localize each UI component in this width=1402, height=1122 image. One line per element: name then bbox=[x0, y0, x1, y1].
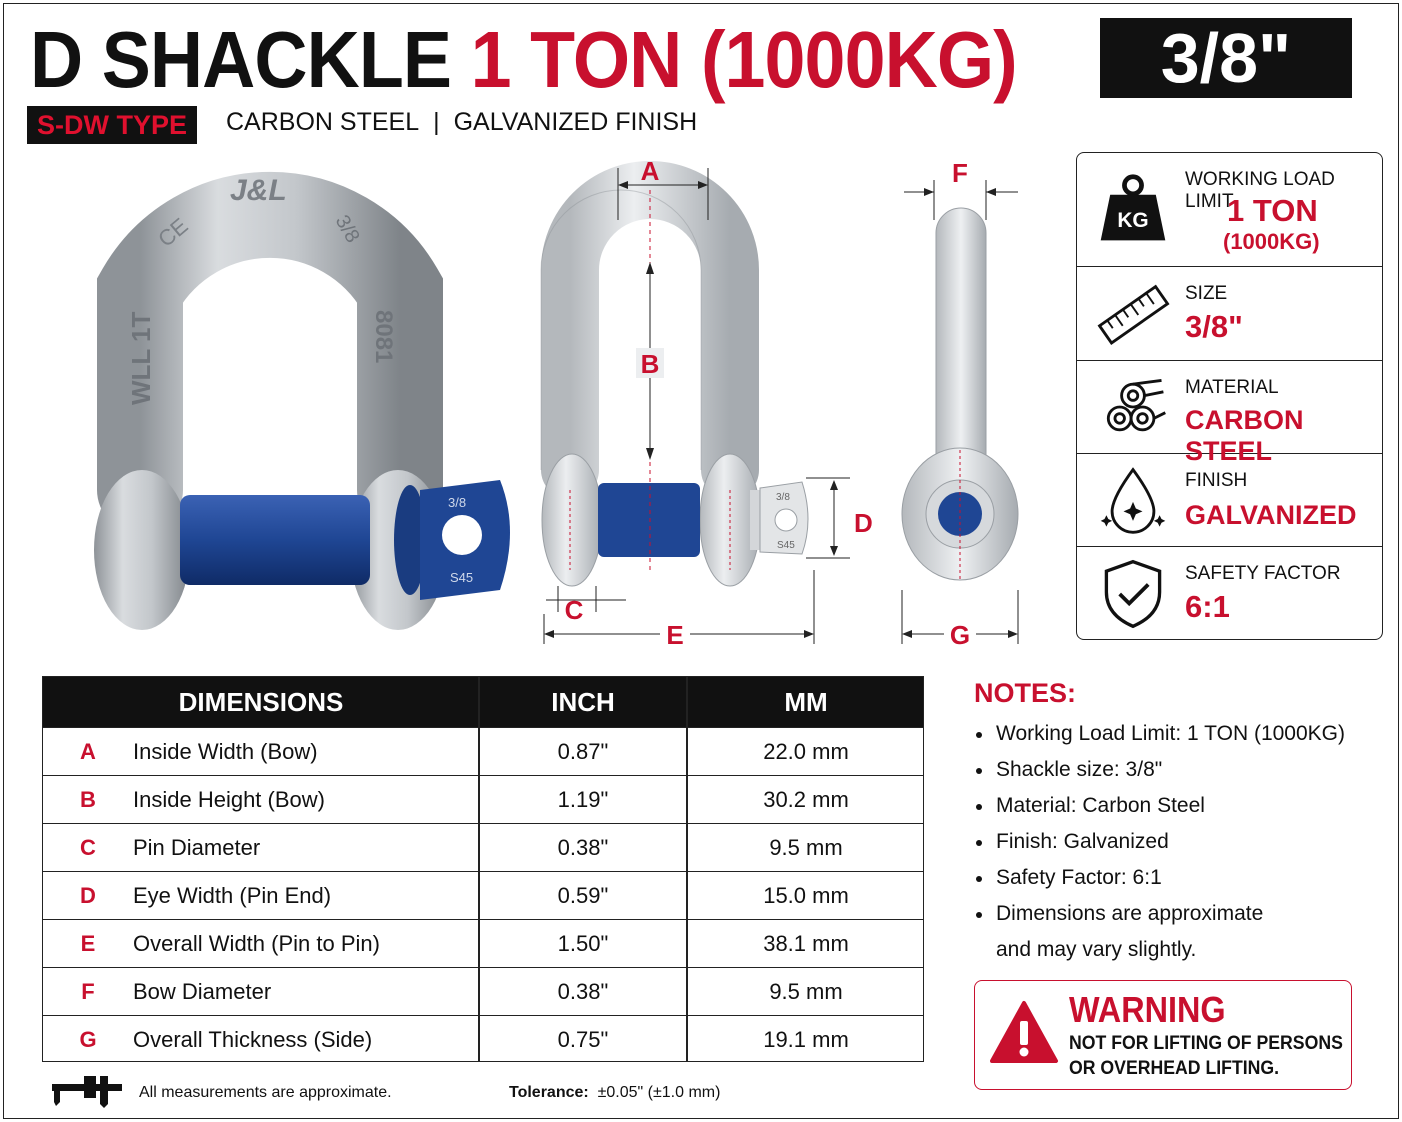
row-name: Pin Diameter bbox=[133, 835, 261, 860]
row-mm: 9.5 mm bbox=[769, 835, 843, 860]
shackle-pin bbox=[180, 495, 370, 585]
row-letter: C bbox=[80, 835, 96, 860]
header-mm: MM bbox=[784, 687, 828, 717]
note-item: Dimensions are approximate bbox=[974, 896, 1384, 932]
pin-size-marking: 3/8 bbox=[448, 495, 467, 510]
row-inch: 0.59" bbox=[557, 883, 609, 908]
header-dimensions: DIMENSIONS bbox=[178, 687, 344, 717]
table-header bbox=[43, 677, 923, 727]
shackle-bow bbox=[140, 215, 400, 490]
note-item: Material: Carbon Steel bbox=[974, 788, 1384, 824]
spec-panel bbox=[1076, 152, 1383, 640]
row-letter: B bbox=[80, 787, 96, 812]
spec-size bbox=[1077, 267, 1382, 361]
title-capacity: 1 TON (1000KG) bbox=[470, 15, 1017, 104]
size-marking: 3/8 bbox=[330, 211, 364, 247]
title-product: D SHACKLE bbox=[30, 15, 452, 104]
page-title bbox=[30, 14, 1017, 106]
shackle-eye-left bbox=[94, 470, 190, 630]
dim-label-e: E bbox=[666, 620, 684, 650]
warning-icon bbox=[989, 999, 1059, 1065]
dimensions-table bbox=[42, 676, 924, 1062]
spec-label: SAFETY FACTOR bbox=[1185, 563, 1341, 584]
spec-label: SIZE bbox=[1185, 283, 1228, 304]
spec-label: FINISH bbox=[1185, 470, 1248, 491]
spec-material bbox=[1077, 361, 1382, 466]
dim-label-a: A bbox=[640, 156, 660, 186]
row-name: Bow Diameter bbox=[133, 979, 272, 1004]
spec-value-secondary: (1000KG) bbox=[1223, 229, 1320, 254]
row-mm: 22.0 mm bbox=[763, 739, 849, 764]
dim-label-c: C bbox=[564, 595, 584, 625]
spec-wll bbox=[1077, 153, 1382, 267]
spec-value: 1 TON bbox=[1227, 193, 1318, 228]
brand-marking: J&L bbox=[230, 174, 287, 207]
row-inch: 0.38" bbox=[557, 979, 609, 1004]
subtitle-finish: GALVANIZED FINISH bbox=[453, 108, 698, 136]
spec-value: CARBON STEEL bbox=[1185, 405, 1304, 466]
note-item: Working Load Limit: 1 TON (1000KG) bbox=[974, 716, 1384, 752]
row-letter: G bbox=[79, 1027, 97, 1052]
subtitle bbox=[226, 108, 697, 137]
diagram-pin bbox=[598, 483, 700, 557]
spec-value: 6:1 bbox=[1185, 589, 1230, 624]
row-inch: 0.87" bbox=[557, 739, 609, 764]
note-item: Finish: Galvanized bbox=[974, 824, 1384, 860]
row-mm: 19.1 mm bbox=[763, 1027, 849, 1052]
diagram-pin-grade: S45 bbox=[777, 540, 795, 551]
side-diagram bbox=[890, 150, 1040, 650]
table-row bbox=[43, 967, 923, 1015]
warning-line-2: OR OVERHEAD LIFTING. bbox=[1069, 1058, 1280, 1079]
pin-grade-marking: S45 bbox=[450, 570, 474, 585]
header-inch: INCH bbox=[551, 687, 615, 717]
spec-value: GALVANIZED bbox=[1185, 500, 1357, 530]
shield-check-icon bbox=[1095, 556, 1171, 632]
front-diagram bbox=[510, 150, 890, 650]
dim-label-g: G bbox=[949, 620, 971, 650]
size-banner: 3/8" bbox=[1100, 18, 1352, 98]
subtitle-separator: | bbox=[433, 108, 440, 136]
approx-note: All measurements are approximate. bbox=[139, 1084, 392, 1101]
tolerance-note bbox=[509, 1084, 720, 1102]
table-row bbox=[43, 1015, 923, 1061]
shackle-photo bbox=[80, 150, 540, 650]
code-marking: 8081 bbox=[370, 310, 397, 364]
table-row bbox=[43, 727, 923, 775]
row-mm: 9.5 mm bbox=[769, 979, 843, 1004]
table-row bbox=[43, 775, 923, 823]
table-row bbox=[43, 823, 923, 871]
diagram-eye-left bbox=[542, 454, 602, 586]
row-mm: 15.0 mm bbox=[763, 883, 849, 908]
row-letter: A bbox=[80, 739, 96, 764]
ruler-icon bbox=[1095, 276, 1171, 352]
tolerance-label: Tolerance: bbox=[509, 1084, 589, 1101]
wll-marking: WLL 1T bbox=[126, 311, 156, 405]
warning-box bbox=[974, 980, 1352, 1090]
spec-safety bbox=[1077, 547, 1382, 640]
row-name: Eye Width (Pin End) bbox=[133, 883, 332, 908]
row-name: Overall Thickness (Side) bbox=[133, 1027, 373, 1052]
steel-pipes-icon bbox=[1095, 369, 1171, 445]
table-row bbox=[43, 871, 923, 919]
row-name: Inside Width (Bow) bbox=[133, 739, 318, 764]
spec-finish bbox=[1077, 454, 1382, 547]
ce-marking: CE bbox=[153, 213, 193, 252]
tolerance-value: ±0.05" (±1.0 mm) bbox=[597, 1084, 721, 1101]
row-mm: 30.2 mm bbox=[763, 787, 849, 812]
note-item-continuation: and may vary slightly. bbox=[996, 938, 1197, 961]
weight-icon bbox=[1095, 172, 1171, 248]
column-divider bbox=[686, 677, 688, 1061]
row-mm: 38.1 mm bbox=[763, 931, 849, 956]
row-letter: D bbox=[80, 883, 96, 908]
dim-label-d: D bbox=[854, 508, 873, 538]
dim-label-b: B bbox=[640, 349, 660, 379]
dim-label-f: F bbox=[952, 158, 968, 188]
subtitle-material: CARBON STEEL bbox=[226, 108, 420, 136]
spec-label: MATERIAL bbox=[1185, 377, 1279, 398]
note-item: Shackle size: 3/8" bbox=[974, 752, 1384, 788]
droplet-sparkle-icon bbox=[1095, 462, 1171, 538]
spec-value: 3/8" bbox=[1185, 309, 1243, 344]
notes-list bbox=[974, 716, 1384, 968]
warning-line-1: NOT FOR LIFTING OF PERSONS bbox=[1069, 1033, 1343, 1054]
weight-icon-text: KG bbox=[1117, 208, 1149, 232]
warning-text bbox=[1069, 1031, 1343, 1081]
type-badge: S-DW TYPE bbox=[27, 106, 197, 144]
row-letter: F bbox=[81, 979, 95, 1004]
column-divider bbox=[478, 677, 480, 1061]
row-name: Overall Width (Pin to Pin) bbox=[133, 931, 380, 956]
row-letter: E bbox=[80, 931, 96, 956]
row-name: Inside Height (Bow) bbox=[133, 787, 325, 812]
row-inch: 1.19" bbox=[557, 787, 609, 812]
table-row bbox=[43, 919, 923, 967]
row-inch: 0.38" bbox=[557, 835, 609, 860]
row-inch: 1.50" bbox=[557, 931, 609, 956]
spec-label: WORKING LOAD LIMIT bbox=[1185, 169, 1335, 212]
diagram-pin-size: 3/8 bbox=[776, 492, 790, 503]
note-item: Safety Factor: 6:1 bbox=[974, 860, 1384, 896]
caliper-icon bbox=[50, 1070, 124, 1110]
warning-title: WARNING bbox=[1069, 989, 1226, 1030]
row-inch: 0.75" bbox=[557, 1027, 609, 1052]
notes-title: NOTES: bbox=[974, 678, 1077, 708]
